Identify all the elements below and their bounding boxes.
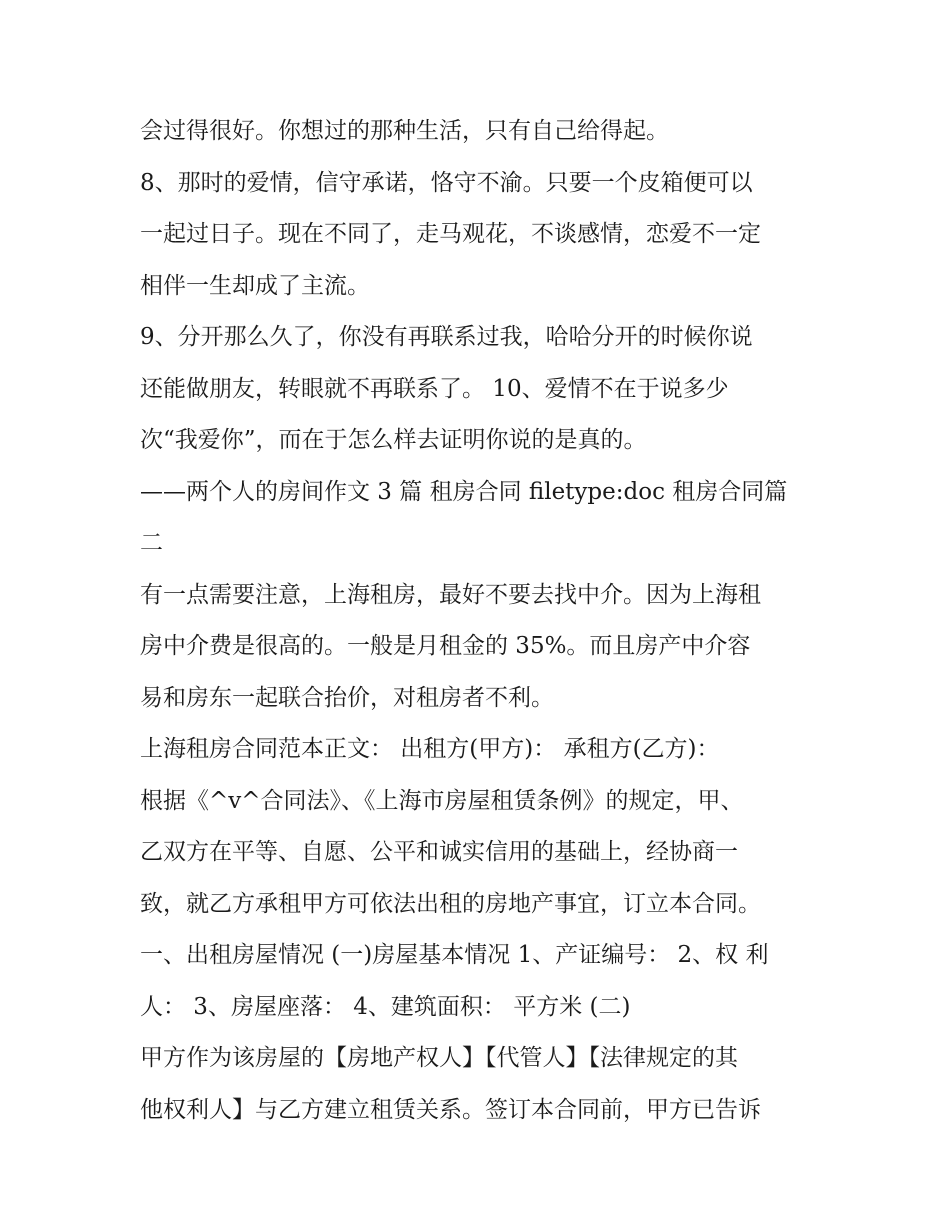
text-line: 房中介费是很高的。一般是月租金的 35%。而且房产中介容 <box>140 633 751 659</box>
text-line: 他权利人】与乙方建立租赁关系。签订本合同前，甲方已告诉 <box>140 1096 761 1123</box>
text-line: 一、出租房屋情况 (一)房屋基本情况 1、产证编号： 2、权 利 <box>140 942 769 968</box>
text-line: 乙双方在平等、自愿、公平和诚实信用的基础上，经协商一 <box>140 839 738 865</box>
text-line: 易和房东一起联合抬价，对租房者不利。 <box>140 684 554 711</box>
text-line: 甲方作为该房屋的【房地产权人】【代管人】【法律规定的其 <box>140 1045 738 1071</box>
text-line: ——两个人的房间作文 3 篇 租房合同 filetype:doc 租房合同篇 <box>140 478 788 505</box>
text-line: 相伴一生却成了主流。 <box>140 272 370 299</box>
text-line: 还能做朋友，转眼就不再联系了。 10、爱情不在于说多少 <box>140 375 729 402</box>
text-line: 二 <box>140 530 163 556</box>
text-line: 9、分开那么久了，你没有再联系过我，哈哈分开的时候你说 <box>140 324 753 350</box>
text-line: 8、那时的爱情，信守承诺，恪守不渝。只要一个皮箱便可以 <box>140 169 753 196</box>
document-body <box>140 106 820 1136</box>
text-line: 次“我爱你”，而在于怎么样去证明你说的是真的。 <box>140 427 647 453</box>
text-line: 会过得很好。你想过的那种生活，只有自己给得起。 <box>140 118 669 144</box>
text-line: 根据《^v^合同法》、《上海市房屋租赁条例》的规定，甲、 <box>140 787 744 814</box>
text-line: 一起过日子。现在不同了，走马观花，不谈感情，恋爱不一定 <box>140 221 761 247</box>
text-line: 人： 3、房屋座落： 4、建筑面积： 平方米 (二) <box>140 993 631 1020</box>
text-line: 上海租房合同范本正文： 出租方(甲方)： 承租方(乙方)： <box>140 736 720 762</box>
text-line: 致，就乙方承租甲方可依法出租的房地产事宜，订立本合同。 <box>140 890 761 917</box>
text-line: 有一点需要注意，上海租房，最好不要去找中介。因为上海租 <box>140 581 761 608</box>
